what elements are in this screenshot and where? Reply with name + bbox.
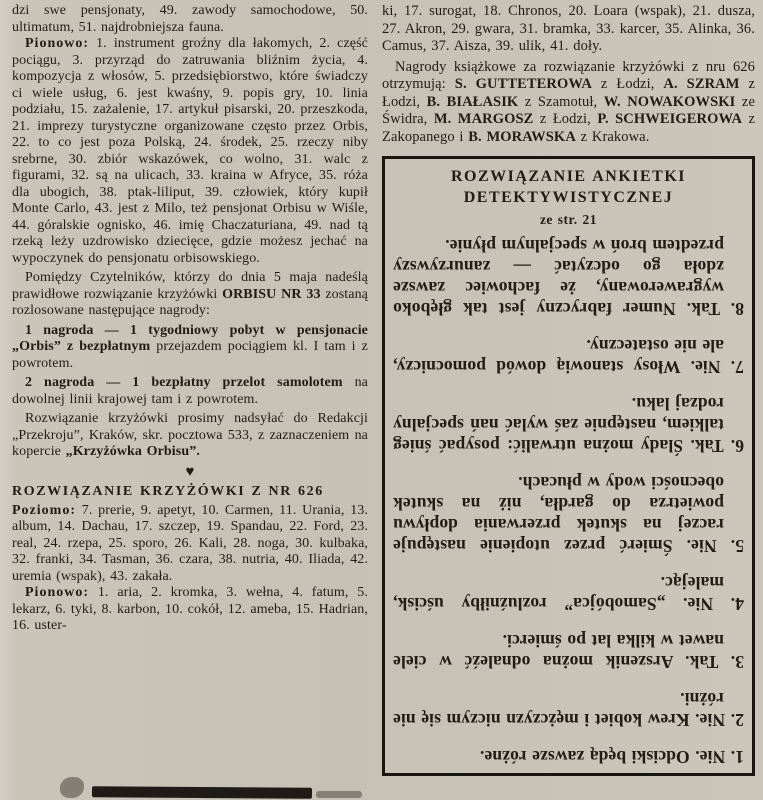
contest-text-before: Pomiędzy Czytelników, którzy do dnia 5 maja nadeślą prawidłowe rozwiązanie krzyżówki <box>12 270 368 302</box>
pionowo-clues-text <box>89 36 96 51</box>
quiz-title-line-2: DETEKTYWISTYCZNEJ <box>463 189 674 206</box>
prize-2-rest: na dowolnej linii krajowej tam i z powrotem. <box>12 375 368 407</box>
answer-number: 4. <box>713 594 744 614</box>
contest-announcement <box>12 270 368 320</box>
quiz-box-title <box>393 166 744 229</box>
prize-1-rest: przejazdem pociągiem kl. I tam i z powrotem. <box>12 339 368 371</box>
winner-name: A. SZRAM <box>663 76 740 92</box>
rotated-answers-list <box>393 235 744 767</box>
answer-text: Nie. Odciski będą zawsze różne. <box>479 747 726 767</box>
awards-text: z Krakowa. <box>575 128 650 145</box>
winner-name: W. NOWAKOWSKI <box>603 93 736 110</box>
quiz-answer-item <box>393 393 744 456</box>
left-column <box>12 3 368 635</box>
pionowo-label: Pionowo: <box>25 36 89 51</box>
winner-name: M. MARGOSZ <box>433 111 534 127</box>
contest-text-after: zostaną rozlosowane następujące nagrody: <box>12 286 368 318</box>
answer-text: Nie. „Samobójca” rozluźniłby uścisk, malejąc. <box>393 573 724 614</box>
winner-name: B. BIAŁASIK <box>426 93 519 110</box>
scan-artifact-bar <box>92 786 312 799</box>
answer-number: 6. <box>723 436 744 456</box>
submission-envelope-label: „Krzyżówka Orbisu”. <box>65 444 200 459</box>
awards-text: z Zakopanego i <box>382 111 755 145</box>
winner-name: B. MORAWSKA <box>468 128 576 145</box>
crossword-clues-continued: dzi swe pensjonaty, 49. zawody samochodowe, 50. ultimatum, 51. najdrobniejsza fauna. <box>12 3 368 35</box>
pionowo-solutions-paragraph <box>12 585 368 635</box>
submission-instructions <box>12 411 368 461</box>
heart-icon: ♥ <box>185 463 195 480</box>
quiz-title-page-ref: ze str. 21 <box>539 212 598 227</box>
solution-626-heading: ROZWIĄZANIE KRZYŻÓWKI Z NR 626 <box>12 483 324 499</box>
answer-number: 7. <box>720 357 744 377</box>
quiz-answer-item <box>393 335 744 377</box>
quiz-answer-item <box>393 572 744 614</box>
answer-number: 5. <box>716 536 744 556</box>
answer-number: 2. <box>725 710 744 730</box>
pionowo-clues-body: 1. instrument groźny dla łakomych, 2. część pociągu, 3. przyrząd do zatruwania bliźnim życia, 4. kompozycja z włosów, 5. przedsiębiorstwo, które świadczy ci wiele usług, 6. jest kwaśny, 9. popis gry, 10. linia podziału, 15. zażalenie, 17. artykuł pisarski, 20. przeszkoda, 21. imprezy turystyczne organizowane często przez Orbis, 22. to co jest poza Polską, 24. środek, 25. rzeczy niby srebrne, 30. zbiór wskazówek, co wolno, 31. walc z figurami, 32. są na ulicach, 33. kraina w Afryce, 35. róża dla ubogich, 38. ptak-liliput, 39. człowiek, który kupił Monte Carlo, 43. jest z Milo, też pensjonat Orbisu w Wiśle, 44. góralskie ognisko, 46. imię Chaczaturiana, 49. nad tą rzeką leży uzdrowisko dziecięce, gdzie możesz jechać na wypoczynek do pensjonatu orbisowskiego. <box>12 36 368 266</box>
quiz-answer-item <box>393 688 744 730</box>
submission-text: Rozwiązanie krzyżówki prosimy nadsyłać do Redakcji „Przekroju”, Kraków, skr. pocztowa 533, z zaznaczeniem na kopercie <box>12 411 368 459</box>
scan-artifact-blob <box>60 777 84 798</box>
quiz-title-line-1: ROZWIĄZANIE ANKIETKI <box>450 168 687 185</box>
awards-text: ze Świdra, <box>382 93 755 127</box>
quiz-answer-item <box>393 630 744 672</box>
answer-text: Tak. Arszenik można odnaleźć w ciele nawet w kilka lat po śmierci. <box>393 631 724 672</box>
awards-text: Nagrody książkowe za rozwiązanie krzyżówki z nru 626 otrzymują: <box>382 58 755 92</box>
prize-2-bold: 2 nagroda — 1 bezpłatny przelot samolotem <box>25 375 343 390</box>
poziomo-solutions-paragraph <box>12 503 368 586</box>
awards-text: z Łodzi, <box>591 76 664 92</box>
quiz-answer-item <box>393 472 744 556</box>
right-column <box>382 3 755 776</box>
book-awards-paragraph <box>382 59 755 147</box>
poziomo-solutions-body: 7. prerie, 9. apetyt, 10. Carmen, 11. Urania, 13. album, 14. Dachau, 17. szczep, 19. Spandau, 22. Ford, 23. real, 24. rzepa, 25. sporo, 26. Kali, 28. noga, 30. kulbaka, 32. franki, 34. Tasman, 36. czara, 38. nutria, 40. Iliada, 42. uremia (wspak), 43. zakała. <box>12 502 368 584</box>
quiz-answer-item <box>393 746 744 767</box>
solutions-continued: ki, 17. surogat, 18. Chronos, 20. Loara (wspak), 21. dusza, 27. Akron, 29. gwara, 31. bramka, 33. karcer, 35. Alinka, 36. Camus, 37. Aisza, 39. ulik, 41. doły. <box>382 3 755 54</box>
contest-crossword-name: ORBISU NR 33 <box>222 286 321 302</box>
answer-number: 1. <box>725 747 744 767</box>
answer-text: Nie. Włosy stanowią dowód pomocniczy, ale nie ostateczny. <box>393 336 724 377</box>
pionowo-clues-paragraph <box>12 36 368 267</box>
awards-text: z Łodzi, <box>382 76 756 110</box>
awards-text: z Szamotuł, <box>518 93 604 110</box>
pionowo2-gap <box>89 585 98 600</box>
answer-text: Tak. Ślady można utrwalić: posypać śnieg talkiem, następnie zaś wylać nań specjalny rodzaj laku. <box>393 394 724 456</box>
winner-name: S. GUTTETEROWA <box>454 76 592 92</box>
pionowo-solutions-label: Pionowo: <box>25 585 89 600</box>
awards-text: z Łodzi, <box>533 111 598 127</box>
answer-text: Nie. Śmierć przez utopienie następuje raczej na skutek przerwania dopływu powietrza do gardła, niż na skutek obecności wody w płucach. <box>393 473 724 556</box>
winner-name: P. SCHWEIGEROWA <box>597 111 743 127</box>
answer-text: Nie. Krew kobiet i mężczyzn niczym się nie różni. <box>393 689 726 730</box>
answer-number: 3. <box>718 652 744 672</box>
prize-2-paragraph <box>12 375 368 408</box>
answer-number: 8. <box>719 299 744 319</box>
pionowo-solutions-body: 1. aria, 2. kromka, 3. wełna, 4. fatum, 5. lekarz, 6. tyki, 8. karbon, 10. cokół, 12. ameba, 15. Hadrian, 16. uster- <box>12 585 368 633</box>
prize-1-bold: 1 nagroda — 1 tygodniowy pobyt w pensjonacie „Orbis” z bezpłatnym <box>12 322 368 354</box>
poziomo-solutions-label: Poziomo: <box>12 502 76 518</box>
detective-quiz-answers-box <box>382 156 755 776</box>
prize-1-paragraph <box>12 323 368 373</box>
quiz-answer-item <box>393 235 744 319</box>
answer-text: Tak. Numer fabryczny jest tak głęboko wygrawerowany, że fachowiec zawsze zdoła go odczytać — zanurzywszy przedtem broń w specjalnym płynie. <box>392 236 724 319</box>
scan-artifact-mark <box>316 791 362 798</box>
